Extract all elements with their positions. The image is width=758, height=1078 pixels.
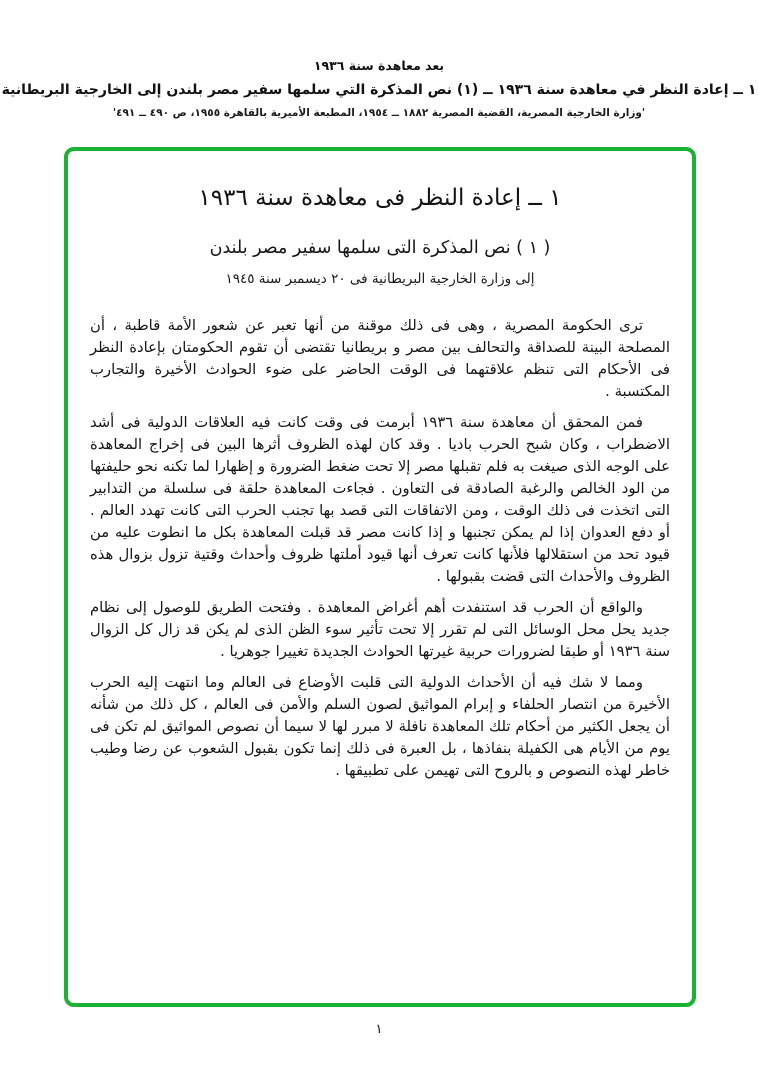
green-highlight-frame [64,147,696,1007]
body-paragraph-2: فمن المحقق أن معاهدة سنة ١٩٣٦ أبرمت فى وقت كانت فيه العلاقات الدولية فى أشد الاضطراب ، وكان شبح الحرب باديا . وقد كان لهذه الظروف أثرها البين فى إخراج المعاهدة على الوجه الذى صيغت به فلم تقبلها مصر إلا تحت ضغط الضرورة و إظهارا لما تكنه نحو حليفتها من الود الخالص والرغبة الصادقة فى التعاون . فجاءت المعاهدة حلقة فى سلسلة من التدابير التى اتخذت فى ذلك الوقت ، ومن الاتفاقات التى قصد بها تجنب الحرب التى كانت تهدد العالم . أو دفع العدوان إذا لم يمكن تجنبها و إذا كانت مصر قد قبلت المعاهدة بكل ما انطوت عليه من قيود تحد من استقلالها فلأنها كانت تعرف أنها قيود أملتها ظروف وأحداث وقتية تزول بزوال هذه الظروف والأحداث التى قضت بقبولها . [90,414,670,585]
body-paragraph-1: ترى الحكومة المصرية ، وهى فى ذلك موقنة من أنها تعبر عن شعور الأمة قاطبة ، أن المصلحة البينة للصداقة والتحالف بين مصر و بريطانيا تقتضى أن تقوم الحكومتان بإعادة النظر فى الأحكام التى تنظم علاقتهما فى الوقت الحاضر على ضوء الحوادث الأخيرة والتجارب المكتسبة . [90,317,670,400]
header-kicker: بعد معاهدة سنة ١٩٣٦ [313,58,445,73]
document-paragraphs [90,315,670,782]
document-subtitle: ( ١ ) نص المذكرة التى سلمها سفير مصر بلندن [209,238,551,258]
document-body-region [68,151,692,1003]
document-title: ١ ــ إعادة النظر فى معاهدة سنة ١٩٣٦ [198,185,562,211]
document-subtitle-secondary: إلى وزارة الخارجية البريطانية فى ٢٠ ديسمبر سنة ١٩٤٥ [225,271,535,287]
page-number: ١ [375,1022,383,1037]
body-paragraph-4: ومما لا شك فيه أن الأحداث الدولية التى قلبت الأوضاع فى العالم وما انتهت إليه الحرب الأخيرة من انتصار الحلفاء و إبرام المواثيق لصون السلم والأمن فى العالم ، كل ذلك من شأنه أن يجعل الكثير من أحكام تلك المعاهدة نافلة لا مبرر لها لا سيما أن نصوص المواثيق لم تكن فى يوم من الأيام هى الكفيلة بنفاذها ، بل العبرة فى ذلك إنما تكون بقبول الشعوب عن رضا وطيب خاطر لهذه النصوص و بالروح التى تهيمن على تطبيقها . [90,674,670,779]
header-headline: ١ ــ إعادة النظر في معاهدة سنة ١٩٣٦ ــ (١) نص المذكرة التي سلمها سفير مصر بلندن إلى الخارجية البريطانية [1,82,757,98]
header-source-citation: 'وزارة الخارجية المصرية، القضية المصرية ١٨٨٢ ــ ١٩٥٤، المطبعة الأميرية بالقاهرة ١٩٥٥، ص ٤٩٠ ــ ٤٩١' [112,107,646,119]
body-paragraph-3: والواقع أن الحرب قد استنفدت أهم أغراض المعاهدة . وفتحت الطريق للوصول إلى نظام جديد يحل محل الوسائل التى لم تقرر إلا تحت تأثير سوء الظن الذى لم يكن قد زال كل الزوال سنة ١٩٣٦ أو طبقا لضرورات حربية غيرتها الحوادث الجديدة تغييرا جوهريا . [90,599,670,660]
